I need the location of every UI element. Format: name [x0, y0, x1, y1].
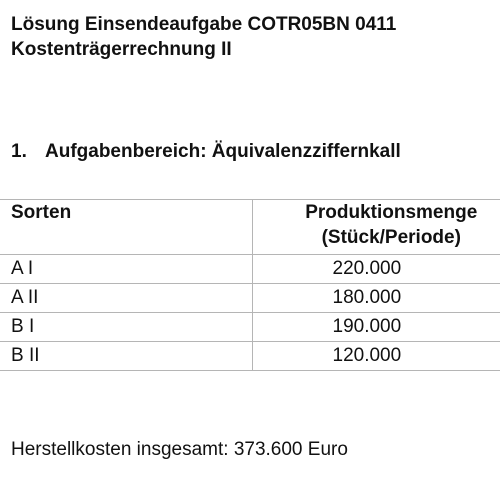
cell-menge: 190.000 [252, 313, 500, 342]
section-number: 1. [11, 141, 27, 162]
header-produktionsmenge-line2: (Stück/Periode) [321, 227, 461, 248]
total-cost-text: Herstellkosten insgesamt: 373.600 Euro [11, 439, 348, 460]
header-produktionsmenge-line1: Produktionsmenge [305, 202, 478, 223]
table-row [0, 313, 500, 342]
section-title: Aufgabenbereich: Äquivalenzziffernkall [45, 141, 401, 162]
section-heading [11, 139, 401, 164]
cell-sorte: A II [0, 284, 252, 313]
cell-sorte: B I [0, 313, 252, 342]
document-subtitle: Kostenträgerrechnung II [11, 39, 232, 60]
cell-menge: 120.000 [252, 342, 500, 371]
cell-sorte: A I [0, 255, 252, 284]
production-table [0, 199, 500, 371]
table-row [0, 284, 500, 313]
cell-menge: 180.000 [252, 284, 500, 313]
cell-sorte: B II [0, 342, 252, 371]
document-title: Lösung Einsendeaufgabe COTR05BN 0411 [11, 14, 397, 35]
production-table-container [0, 199, 500, 371]
table-row [0, 342, 500, 371]
header-produktionsmenge [252, 200, 500, 255]
document-header [11, 12, 396, 62]
table-header-row [0, 200, 500, 255]
table-row [0, 255, 500, 284]
header-sorten: Sorten [0, 200, 252, 255]
cell-menge: 220.000 [252, 255, 500, 284]
